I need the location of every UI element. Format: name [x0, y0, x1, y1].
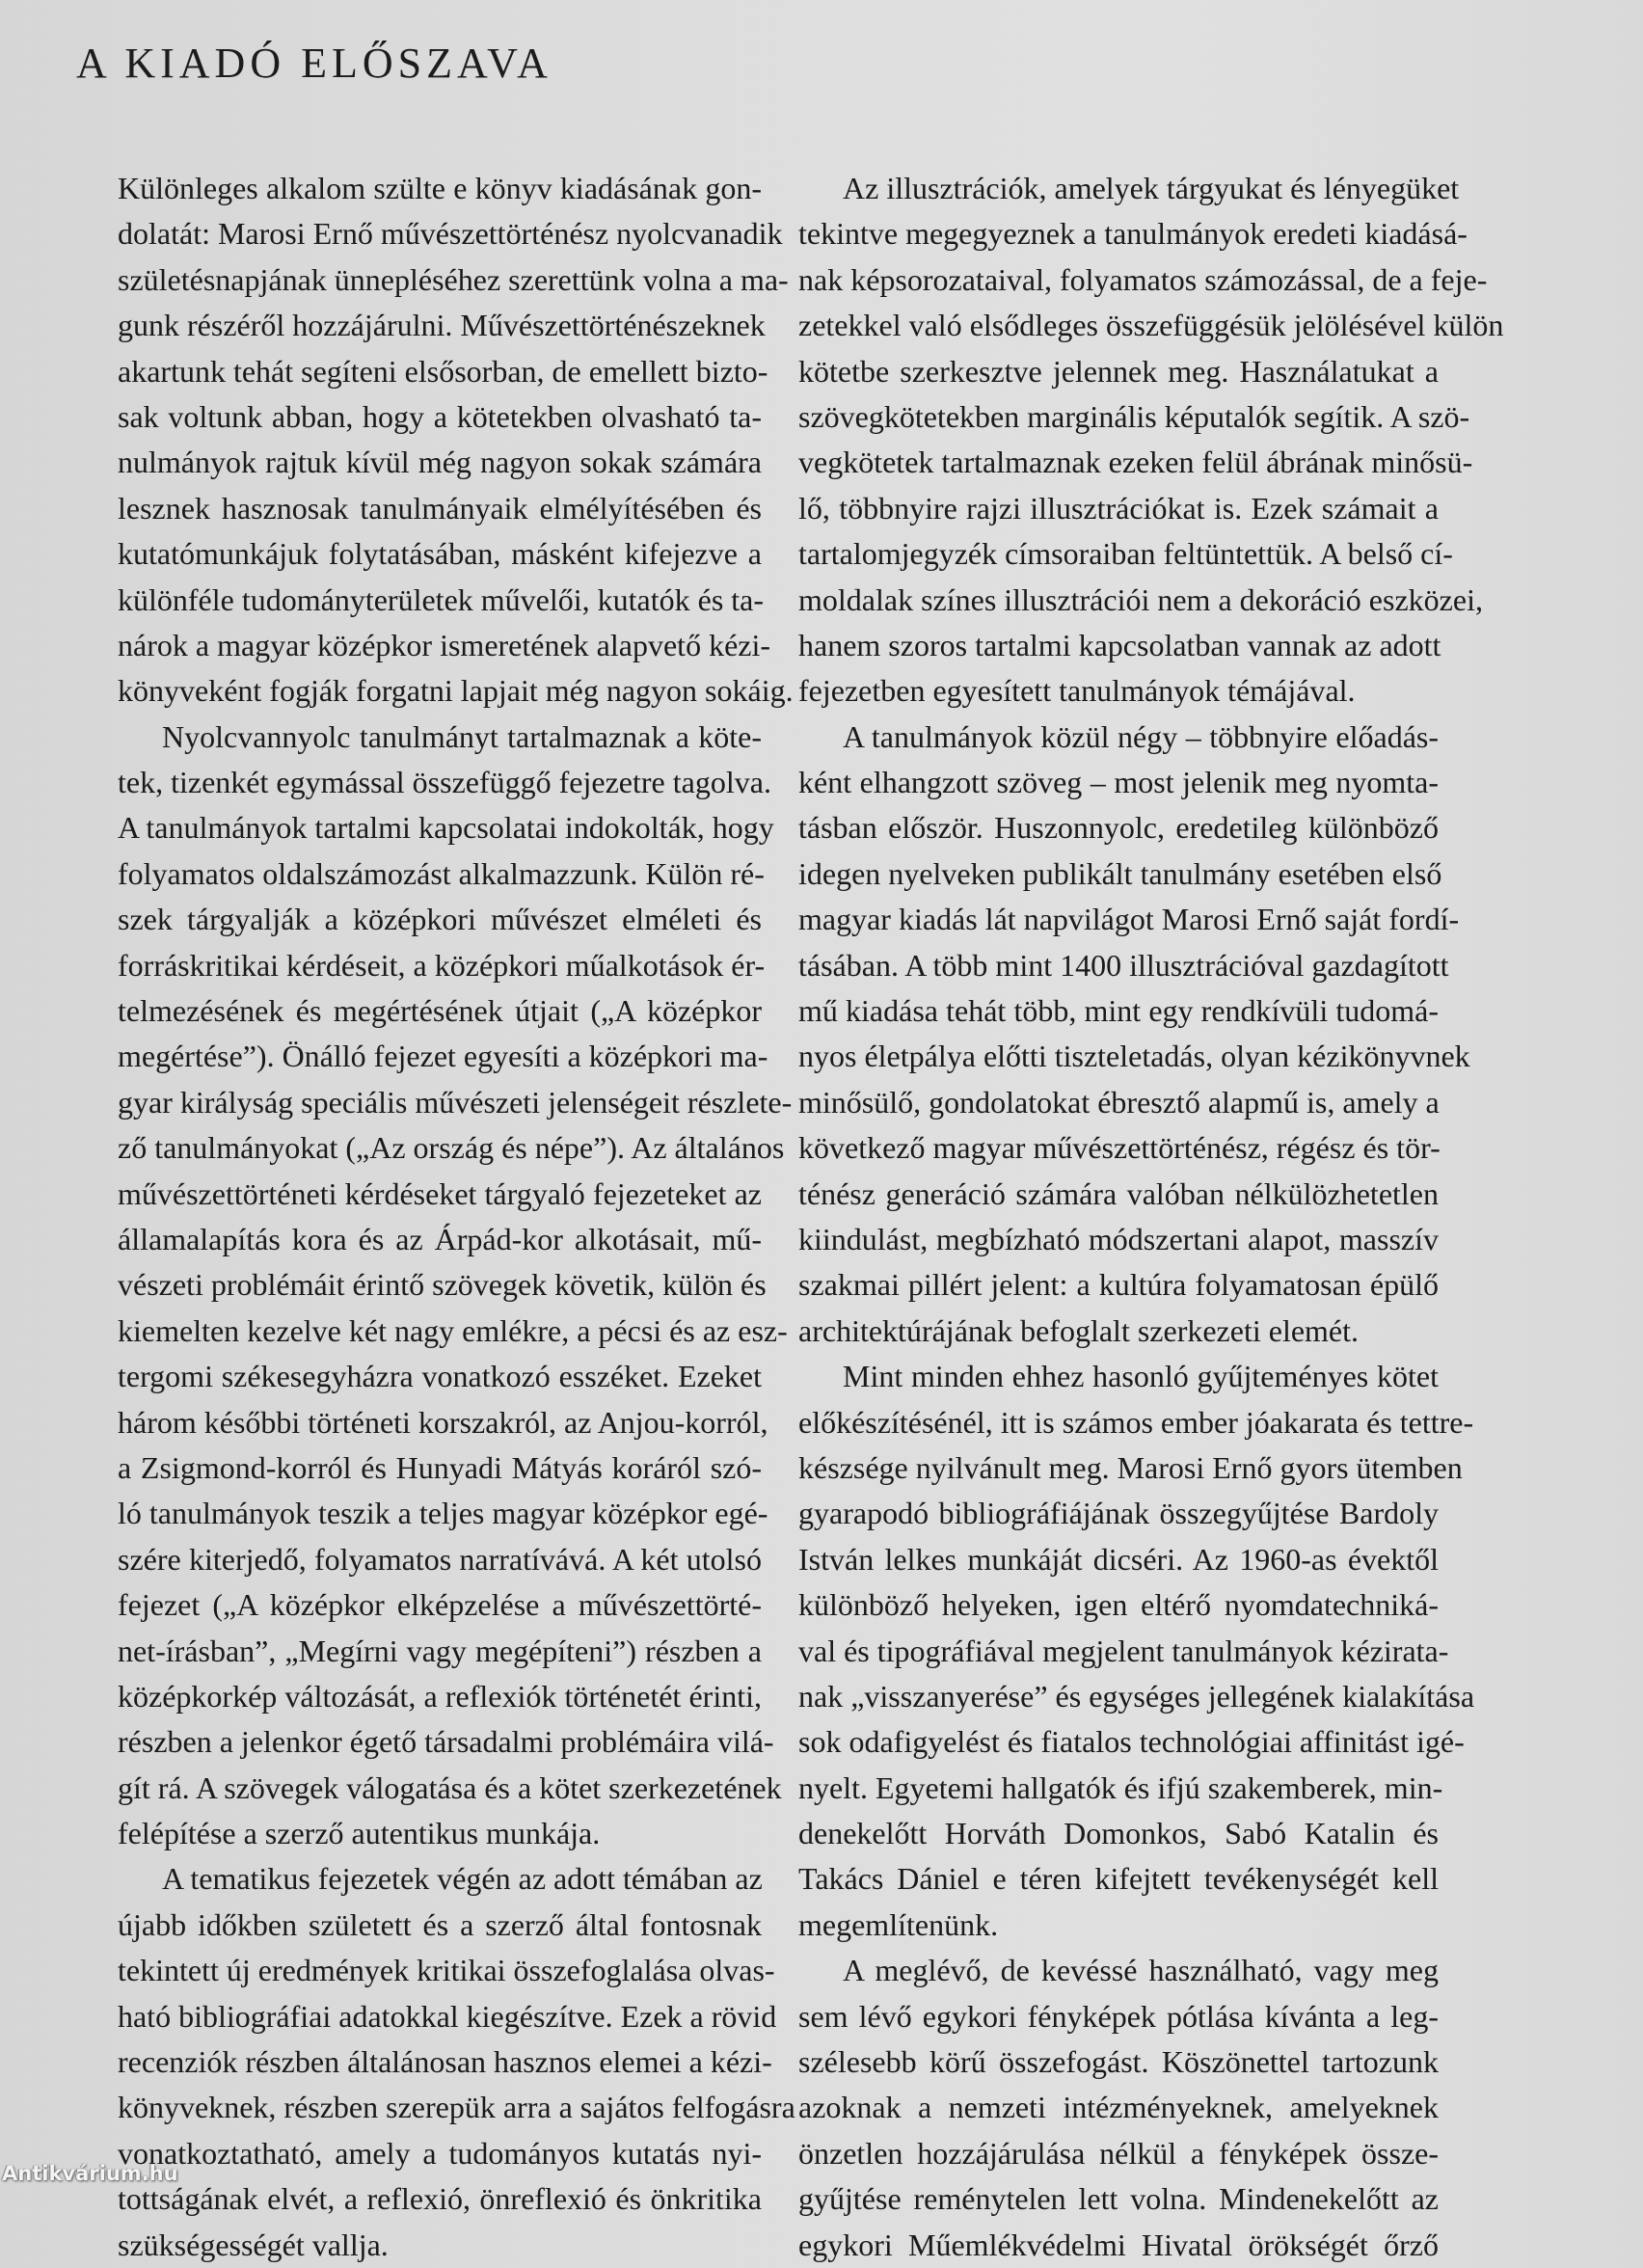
text-line: gyar királyság speciális művészeti jelenségeit részlete- [118, 1084, 793, 1120]
paragraph [798, 166, 1504, 715]
text-line: nak képsorozataival, folyamatos számozással, de a feje- [798, 261, 1488, 297]
paragraph [118, 166, 794, 715]
text-line: minősülő, gondolatokat ébresztő alapmű is, amely a [798, 1084, 1440, 1120]
text-line: hanem szoros tartalmi kapcsolatban vannak az adott [798, 627, 1441, 662]
text-line: nyos életpálya előtti tiszteletadás, olyan kézikönyvnek [798, 1039, 1470, 1074]
text-line: ténész generáció számára valóban nélkülözhetetlen [798, 1175, 1439, 1211]
text-line: nárok a magyar középkor ismeretének alapvető kézi- [118, 627, 771, 662]
text-line: folyamatos oldalszámozást alkalmazzunk. Külön ré- [118, 855, 765, 891]
text-line: tottságának elvét, a reflexió, önreflexió és önkritika [118, 2181, 762, 2217]
text-line: A tanulmányok közül négy – többnyire előadás- [843, 718, 1439, 754]
text-line: művészettörténeti kérdéseket tárgyaló fejezeteket az [118, 1175, 762, 1211]
text-line: tergomi székesegyházra vonatkozó esszéket. Ezeket [118, 1359, 762, 1394]
text-line: megértése”). Önálló fejezet egyesíti a középkori ma- [118, 1039, 768, 1074]
text-line: mű kiadása tehát több, mint egy rendkívüli tudomá- [798, 993, 1439, 1029]
text-line: kutatómunkájuk folytatásában, másként kifejezve a [118, 536, 762, 572]
text-line: forráskritikai kérdéseit, a középkori műalkotások ér- [118, 947, 766, 983]
text-line: megemlítenünk. [798, 1906, 999, 1942]
text-line: zetekkel való elsődleges összefüggésük jelölésével külön [798, 308, 1504, 343]
text-line: ként elhangzott szöveg – most jelenik meg nyomta- [798, 765, 1439, 800]
text-line: fejezetben egyesített tanulmányok témájával. [798, 673, 1356, 709]
paragraph [798, 1354, 1475, 1948]
text-line: nulmányok rajtuk kívül még nagyon sokak számára [118, 445, 762, 480]
text-line: val és tipográfiával megjelent tanulmányok kézirata- [798, 1633, 1449, 1668]
text-line: gít rá. A szövegek válogatása és a kötet szerkezetének [118, 1769, 782, 1805]
paragraph [798, 1948, 1439, 2268]
text-line: három későbbi történeti korszakról, az Anjou-korról, [118, 1404, 768, 1440]
text-line: vegkötetek tartalmaznak ezeken felül ábrának minősü- [798, 445, 1473, 480]
text-line: tásban először. Huszonnyolc, eredetileg különböző [798, 810, 1439, 846]
text-line: dolatát: Marosi Ernő művészettörténész nyolcvanadik [118, 216, 783, 252]
text-line: István lelkes munkáját dicséri. Az 1960-as évektől [798, 1541, 1439, 1577]
text-line: telmezésének és megértésének útjait („A középkor [118, 993, 762, 1029]
text-line: sem lévő egykori fényképek pótlása kívánta a leg- [798, 1998, 1439, 2034]
text-line: recenziók részben általánosan hasznos elemei a kézi- [118, 2044, 772, 2080]
text-line: szek tárgyalják a középkori művészet elméleti és [118, 902, 762, 937]
text-line: Mint minden ehhez hasonló gyűjteményes kötet [843, 1359, 1439, 1394]
text-line: idegen nyelveken publikált tanulmány esetében első [798, 855, 1442, 891]
text-line: középkorkép változását, a reflexiók történetét érinti, [118, 1678, 762, 1714]
left-column [118, 166, 795, 2268]
page-title: A KIADÓ ELŐSZAVA [76, 40, 552, 87]
text-line: Különleges alkalom szülte e könyv kiadásának gon- [118, 171, 762, 205]
text-line: azoknak a nemzeti intézményeknek, amelyeknek [798, 2090, 1439, 2125]
text-line: lő, többnyire rajzi illusztrációkat is. Ezek számait a [798, 490, 1439, 526]
text-line: ható bibliográfiai adatokkal kiegészítve. Ezek a rövid [118, 1998, 777, 2034]
text-line: tásában. A több mint 1400 illusztrációval gazdagított [798, 947, 1449, 983]
text-line: sok odafigyelést és fiatalos technológiai affinitást igé- [798, 1724, 1465, 1760]
text-line: ző tanulmányokat („Az ország és népe”). Az általános [118, 1130, 785, 1166]
text-line: A tematikus fejezetek végén az adott témában az [162, 1861, 763, 1897]
text-line: Nyolcvannyolc tanulmányt tartalmaznak a köte- [162, 718, 762, 754]
text-line: ló tanulmányok teszik a teljes magyar középkor egé- [118, 1496, 768, 1531]
text-line: Az illusztrációk, amelyek tárgyukat és lényegüket [843, 171, 1460, 205]
text-line: szövegkötetekben marginális képutalók segítik. A szö- [798, 398, 1470, 434]
text-line: felépítése a szerző autentikus munkája. [118, 1816, 601, 1851]
text-line: tekintett új eredmények kritikai összefoglalása olvas- [118, 1953, 775, 1988]
text-line: kötetbe szerkesztve jelennek meg. Használatukat a [798, 353, 1439, 389]
text-line: sak voltunk abban, hogy a kötetekben olvasható ta- [118, 398, 762, 434]
paragraph [798, 715, 1470, 1354]
text-line: kiemelten kezelve két nagy emlékre, a pécsi és az esz- [118, 1312, 788, 1348]
text-line: könyveknek, részben szerepük arra a sajátos felfogásra [118, 2090, 795, 2125]
text-line: nak „visszanyerése” és egységes jellegének kialakítása [798, 1678, 1475, 1714]
text-line: gyűjtése reménytelen lett volna. Mindenekelőtt az [798, 2181, 1439, 2217]
text-line: A tanulmányok tartalmi kapcsolatai indokolták, hogy [118, 810, 774, 846]
text-line: készsége nyilvánult meg. Marosi Ernő gyors ütemben [798, 1449, 1463, 1485]
text-line: egykori Műemlékvédelmi Hivatal örökségét őrző [798, 2227, 1439, 2262]
text-line: tekintve megegyeznek a tanulmányok eredeti kiadásá- [798, 216, 1468, 252]
text-line: szélesebb körű összefogást. Köszönettel tartozunk [798, 2044, 1439, 2080]
text-line: akartunk tehát segíteni elsősorban, de emellett bizto- [118, 353, 768, 389]
text-line: lesznek hasznosak tanulmányaik elmélyítésében és [118, 490, 762, 526]
text-line: Takács Dániel e téren kifejtett tevékenységét kell [798, 1861, 1439, 1897]
text-line: újabb időkben született és a szerző által fontosnak [118, 1906, 762, 1942]
text-line: előkészítésénél, itt is számos ember jóakarata és tettre- [798, 1404, 1474, 1440]
text-line: kiindulást, megbízható módszertani alapot, masszív [798, 1221, 1439, 1256]
text-line: nyelt. Egyetemi hallgatók és ifjú szakemberek, min- [798, 1769, 1443, 1805]
text-line: moldalak színes illusztrációi nem a dekoráció eszközei, [798, 581, 1483, 617]
text-line: szakmai pillért jelent: a kultúra folyamatosan épülő [798, 1267, 1439, 1303]
text-line: könyveként fogják forgatni lapjait még nagyon sokáig. [118, 673, 794, 709]
text-line: net-írásban”, „Megírni vagy megépíteni”) részben a [118, 1633, 762, 1668]
paragraph [118, 1856, 795, 2268]
text-line: architektúrájának befoglalt szerkezeti elemét. [798, 1312, 1360, 1348]
text-line: fejezet („A középkor elképzelése a művészettörté- [118, 1587, 762, 1623]
text-line: vonatkoztatható, amely a tudományos kutatás nyi- [118, 2135, 762, 2171]
text-line: születésnapjának ünnepléséhez szerettünk volna a ma- [118, 261, 789, 297]
text-line: vészeti problémáit érintő szövegek követik, külön és [118, 1267, 767, 1303]
text-line: önzetlen hozzájárulása nélkül a fényképek össze- [798, 2135, 1439, 2171]
watermark-logo: Antikvárium.hu [2, 2162, 178, 2185]
text-line: következő magyar művészettörténész, régész és tör- [798, 1130, 1441, 1166]
text-line: tartalomjegyzék címsoraiban feltüntettük. A belső cí- [798, 536, 1453, 572]
text-line: államalapítás kora és az Árpád-kor alkotásait, mű- [118, 1221, 762, 1256]
text-line: a Zsigmond-korról és Hunyadi Mátyás koráról szó- [118, 1449, 762, 1485]
text-line: szére kiterjedő, folyamatos narratívává. A két utolsó [118, 1541, 762, 1577]
text-line: különböző helyeken, igen eltérő nyomdatechniká- [798, 1587, 1439, 1623]
text-line: gyarapodó bibliográfiájának összegyűjtése Bardoly [798, 1496, 1439, 1531]
right-column [798, 166, 1504, 2268]
text-line: szükségességét vallja. [118, 2227, 389, 2262]
text-line: különféle tudományterületek művelői, kutatók és ta- [118, 581, 765, 617]
text-line: tek, tizenkét egymással összefüggő fejezetre tagolva. [118, 765, 771, 800]
paragraph [118, 715, 793, 1857]
text-line: magyar kiadás lát napvilágot Marosi Ernő saját fordí- [798, 902, 1460, 937]
text-line: denekelőtt Horváth Domonkos, Sabó Katalin és [798, 1816, 1439, 1851]
text-line: részben a jelenkor égető társadalmi problémáira vilá- [118, 1724, 774, 1760]
text-line: A meglévő, de kevéssé használható, vagy meg [843, 1953, 1439, 1988]
text-line: gunk részéről hozzájárulni. Művészettörténészeknek [118, 308, 766, 343]
